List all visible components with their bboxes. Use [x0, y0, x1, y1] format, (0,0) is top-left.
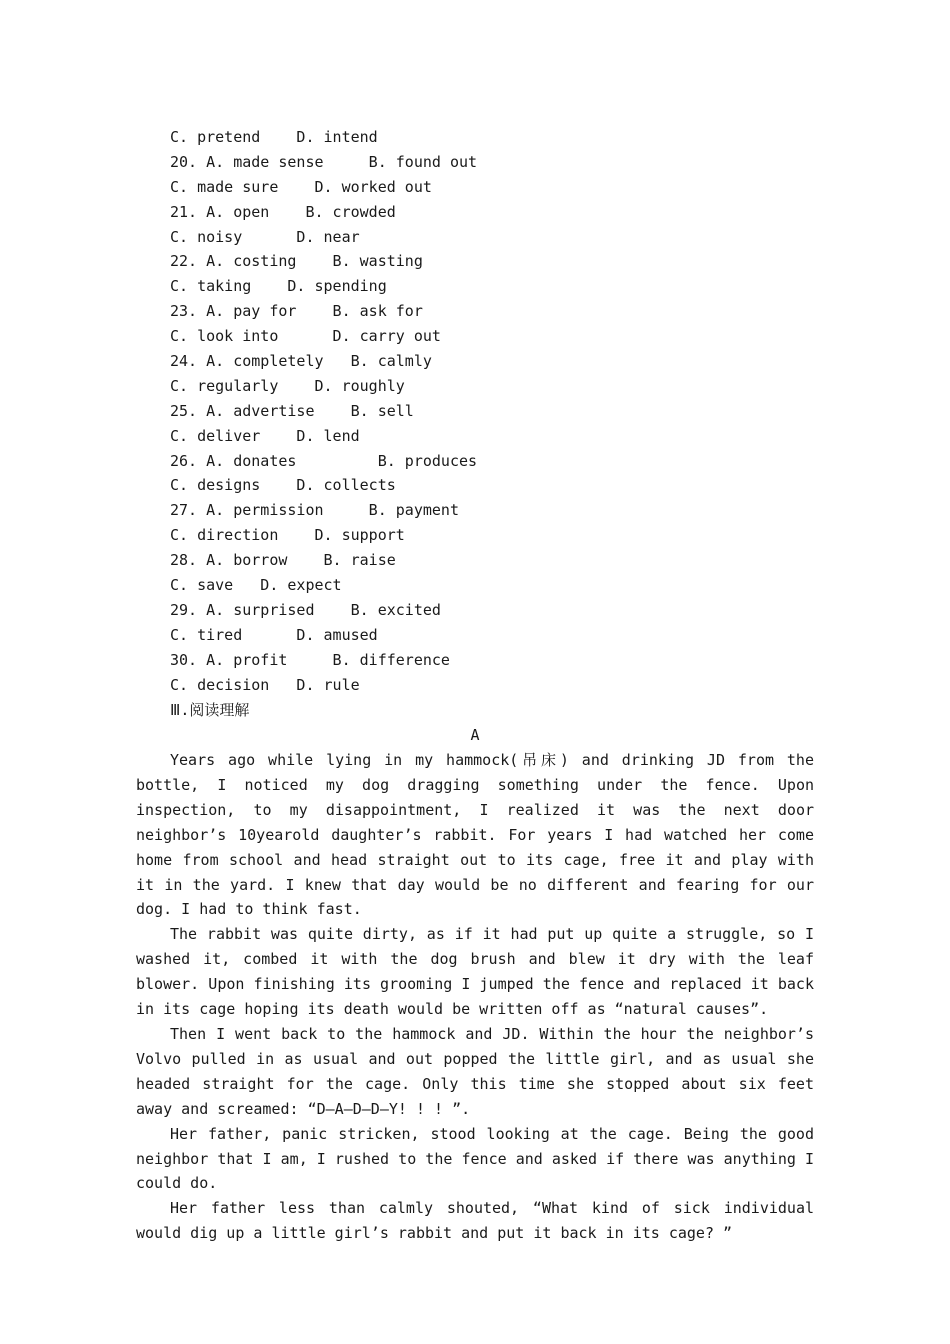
option-line: 23. A. pay for B. ask for — [170, 302, 423, 321]
answer-options-list — [170, 125, 477, 697]
passage-paragraph: Her father, panic stricken, stood looking at the cage. Being the good neighbor that I am, I rushed to the fence and asked if there was anything I could do. — [136, 1124, 814, 1193]
option-line: 21. A. open B. crowded — [170, 202, 396, 221]
passage-paragraph: Then I went back to the hammock and JD. Within the hour the neighbor’s Volvo pulled in as usual and out popped the little girl, and as usual she headed straight for the cage. Only this time she stopped about six feet away and screamed: “D—A—D—D—Y! ! ! ”. — [136, 1024, 814, 1118]
option-line: C. save D. expect — [170, 576, 342, 595]
option-line: 24. A. completely B. calmly — [170, 352, 432, 371]
passage-paragraph: Her father less than calmly shouted, “What kind of sick individual would dig up a little girl’s rabbit and put it back in its cage? ” — [136, 1199, 814, 1243]
option-line: C. deliver D. lend — [170, 426, 360, 445]
option-line: C. taking D. spending — [170, 277, 387, 296]
option-line: 25. A. advertise B. sell — [170, 401, 414, 420]
option-line: 28. A. borrow B. raise — [170, 551, 396, 570]
option-line: C. pretend D. intend — [170, 128, 378, 146]
section-heading: Ⅲ.阅读理解 — [170, 701, 250, 719]
option-line: C. decision D. rule — [170, 675, 360, 694]
option-line: C. look into D. carry out — [170, 327, 441, 346]
reading-passage — [136, 748, 814, 1246]
option-line: C. noisy D. near — [170, 227, 360, 246]
option-line: C. regularly D. roughly — [170, 376, 405, 395]
option-line: 22. A. costing B. wasting — [170, 252, 423, 271]
option-line: 20. A. made sense B. found out — [170, 152, 478, 171]
option-line: C. designs D. collects — [170, 476, 396, 495]
passage-paragraph: Years ago while lying in my hammock(吊床) and drinking JD from the bottle, I noticed my dog dragging something under the fence. Upon inspection, to my disappointment, I realized it was the next door neighbor’s 10yearold daughter’s rabbit. For years I had watched her come home from school and head straight out to its cage, free it and play with it in the yard. I knew that day would be no different and fearing for our dog. I had to think fast. — [136, 751, 814, 919]
option-line: 27. A. permission B. payment — [170, 501, 459, 520]
option-line: C. direction D. support — [170, 526, 405, 545]
option-line: C. made sure D. worked out — [170, 177, 432, 196]
passage-paragraph: The rabbit was quite dirty, as if it had put up quite a struggle, so I washed it, combed it with the dog brush and blew it dry with the leaf blower. Upon finishing its grooming I jumped the fence and replaced it back in its cage hoping its death would be written off as “natural causes”. — [136, 925, 814, 1019]
option-line: 29. A. surprised B. excited — [170, 600, 441, 619]
passage-title: A — [470, 726, 480, 744]
option-line: 30. A. profit B. difference — [170, 650, 450, 669]
option-line: 26. A. donates B. produces — [170, 451, 478, 470]
option-line: C. tired D. amused — [170, 625, 378, 644]
